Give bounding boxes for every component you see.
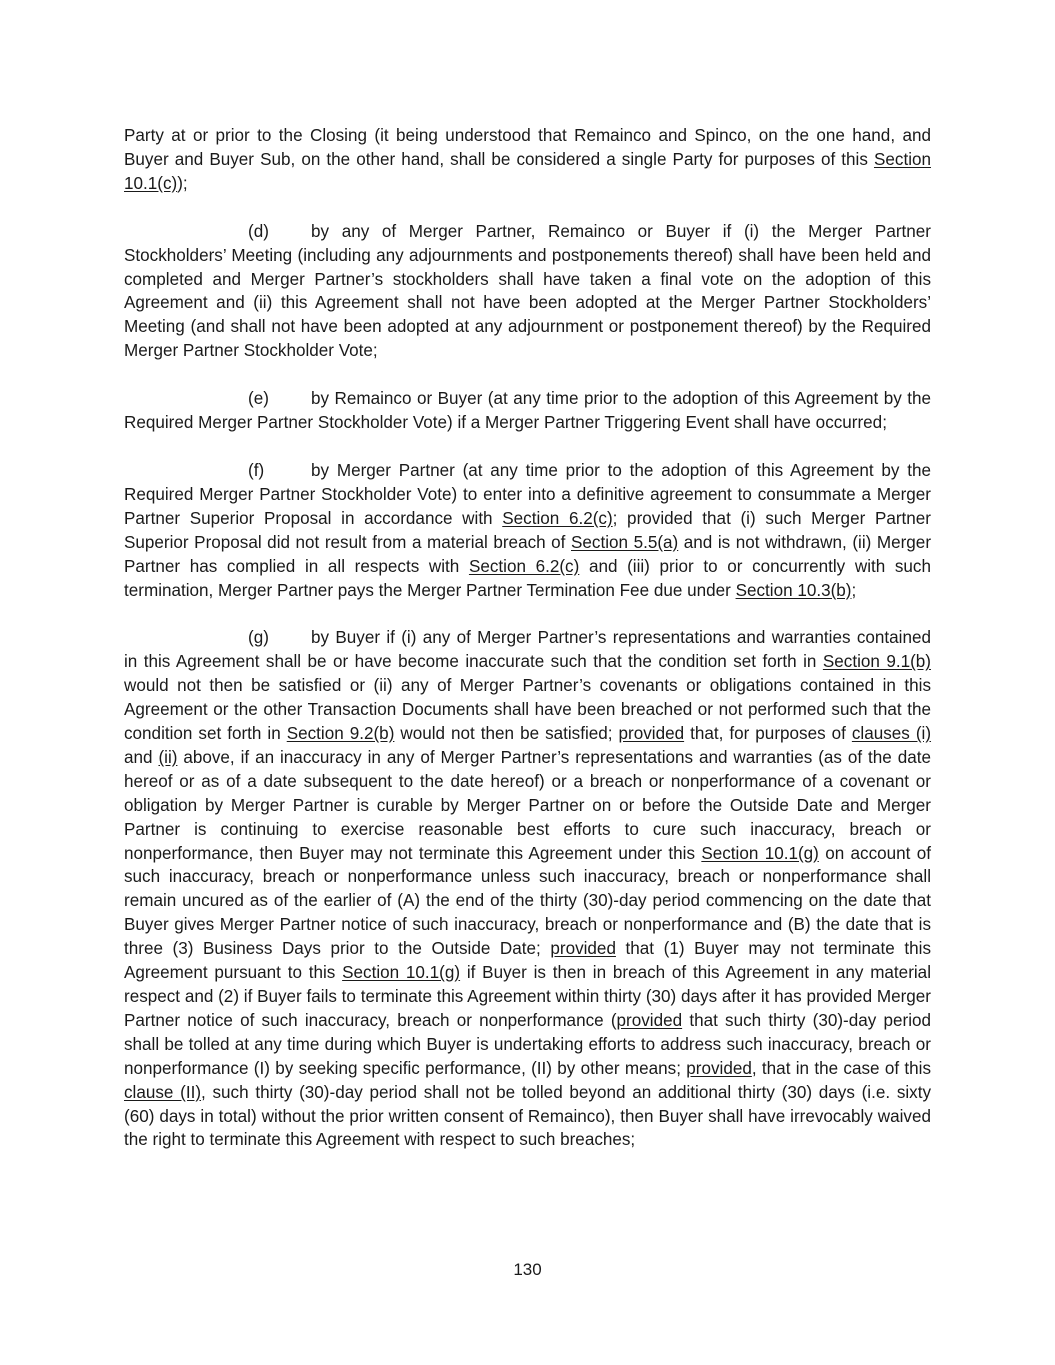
paragraph-text: ; (851, 580, 857, 600)
proviso-term: provided (616, 1010, 683, 1030)
clause-label: (e) (248, 389, 269, 409)
paragraph-text: ); (177, 173, 188, 193)
proviso-term: provided (618, 724, 685, 744)
paragraph-f (124, 459, 931, 602)
section-reference: Section 9.2(b) (286, 724, 395, 744)
paragraph-text: by Remainco or Buyer (at any time prior to the adoption of this Agreement by the Required Merger Partner Stockholder Vote) if a Merger Partner Triggering Event shall have occurred; (124, 389, 931, 433)
proviso-term: provided (686, 1058, 752, 1078)
document-body (124, 124, 931, 1176)
clause-reference: clause (II) (124, 1082, 202, 1102)
paragraph-text: by Merger Partner (at any time prior to the adoption of this Agreement by the Required Merger Partner Stockholder Vote) to enter into a definitive agreement to consummate a Merger Partner Superior Proposal in accordance with (124, 460, 931, 528)
paragraph-continuation (124, 124, 931, 196)
section-reference: Section 10.1(c) (124, 149, 931, 193)
paragraph-text: and is not withdrawn, (ii) Merger Partner has complied in all respects with (124, 532, 932, 576)
clause-label: (f) (248, 460, 265, 480)
proviso-term: provided (550, 939, 616, 959)
paragraph-text: ; provided that (i) such Merger Partner Superior Proposal did not result from a material breach of (124, 508, 931, 552)
paragraph-text: that such thirty (30)-day period shall be tolled at any time during which Buyer is undertaking efforts to address such inaccuracy, breach or nonperformance (I) by seeking specific performance, (II) by other means; (124, 1010, 932, 1078)
paragraph-text: by any of Merger Partner, Remainco or Buyer if (i) the Merger Partner Stockholders’ Meeting (including any adjournments and postponements thereof) shall have been held and completed and Merger Partner’s stockholders shall have taken a final vote on the adoption of this Agreement and (ii) this Agreement shall not have been adopted at the Merger Partner Stockholders’ Meeting (and shall not have been adopted at any adjournment or postponement thereof) by the Required Merger Partner Stockholder Vote; (124, 221, 931, 361)
paragraph-text: that, for purposes of (684, 724, 852, 744)
paragraph-text: and (iii) prior to or concurrently with such termination, Merger Partner pays the Merger Partner Termination Fee due under (124, 556, 931, 600)
paragraph-text: , that in the case of this (751, 1058, 931, 1078)
paragraph-text: above, if an inaccuracy in any of Merger Partner’s representations and warranties (as of the date hereof or as of a date subsequent to the date hereof) or a breach or nonperformance of a covenant or obligation by Merger Partner is curable by Merger Partner on or before the Outside Date and Merger Partner is continuing to exercise reasonable best efforts to cure such inaccuracy, breach or nonperformance, then Buyer may not terminate this Agreement under this (124, 747, 931, 863)
paragraph-g (124, 626, 931, 1152)
paragraph-text: if Buyer is then in breach of this Agreement in any material respect and (2) if Buyer fails to terminate this Agreement within thirty (30) days after it has provided Merger Partner notice of such inaccuracy, breach or nonperformance ( (124, 963, 931, 1030)
paragraph-text: Party at or prior to the Closing (it being understood that Remainco and Spinco, on the one hand, and Buyer and Buyer Sub, on the other hand, shall be considered a single Party for purposes of this (124, 126, 931, 169)
paragraph-e (124, 387, 931, 435)
paragraph-text: and (124, 747, 159, 767)
paragraph-text: , such thirty (30)-day period shall not be tolled beyond an additional thirty (30) days (i.e. sixty (60) days in total) without the prior written consent of Remainco), then Buyer shall have irrevocably waived the right to terminate this Agreement with respect to such breaches; (124, 1082, 932, 1150)
section-reference: Section 10.1(g) (342, 963, 461, 983)
clause-reference: clauses (i) (851, 724, 932, 744)
paragraph-d (124, 220, 931, 363)
section-reference: Section 10.1(g) (701, 843, 819, 863)
paragraph-text: that (1) Buyer may not terminate this Agreement pursuant to this (124, 939, 931, 983)
section-reference: Section 5.5(a) (571, 532, 679, 552)
section-reference: Section 10.3(b) (735, 580, 852, 600)
paragraph-text: by Buyer if (i) any of Merger Partner’s representations and warranties contained in this Agreement shall be or have become inaccurate such that the condition set forth in (124, 628, 931, 672)
page-number: 130 (513, 1260, 542, 1279)
clause-label: (g) (248, 628, 269, 648)
section-reference: Section 6.2(c) (502, 508, 613, 528)
section-reference: Section 9.1(b) (822, 652, 931, 672)
clause-reference: (ii) (158, 747, 178, 767)
section-reference: Section 6.2(c) (468, 556, 580, 576)
clause-label: (d) (248, 221, 269, 241)
paragraph-text: would not then be satisfied; (394, 724, 619, 744)
paragraph-text: would not then be satisfied or (ii) any of Merger Partner’s covenants or obligations contained in this Agreement or the other Transaction Documents shall have been breached or not performed such that the condition set forth in (124, 676, 931, 744)
paragraph-text: on account of such inaccuracy, breach or nonperformance unless such inaccuracy, breach or nonperformance shall remain uncured as of the earlier of (A) the end of the thirty (30)-day period commencing on the date that Buyer gives Merger Partner notice of such inaccuracy, breach or nonperformance and (B) the date that is three (3) Business Days prior to the Outside Date; (124, 843, 931, 959)
